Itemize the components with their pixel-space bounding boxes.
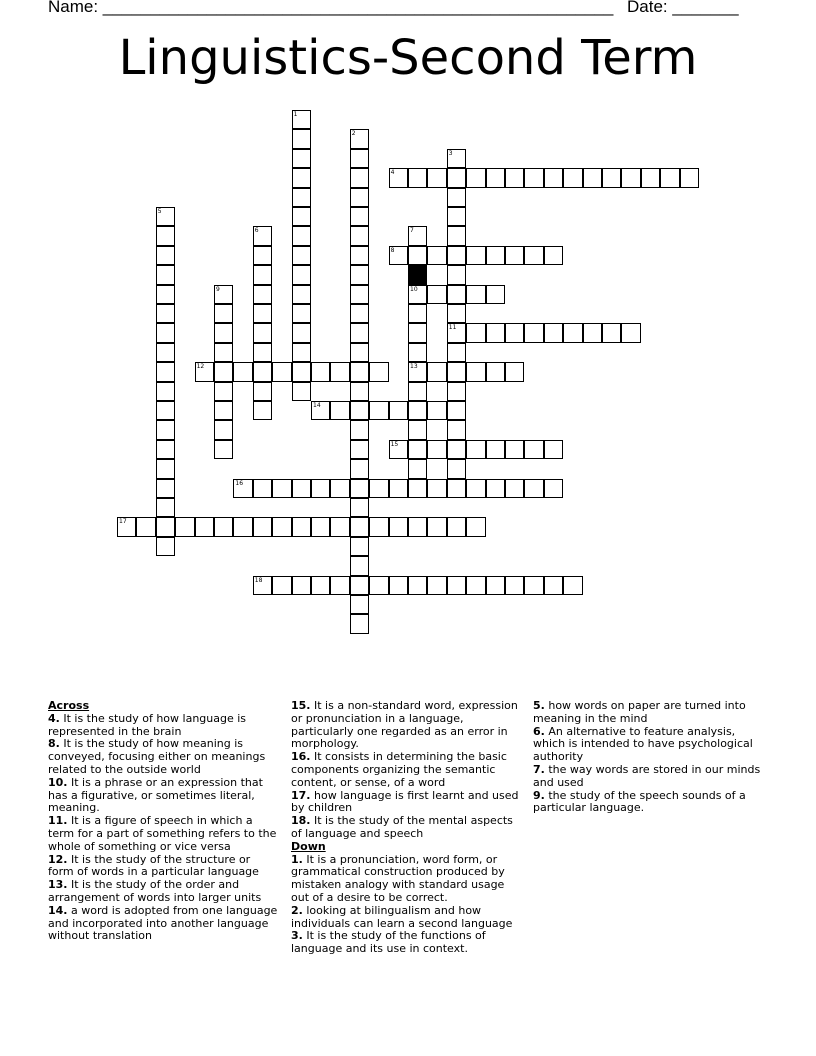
grid-cell[interactable] [447, 479, 466, 498]
grid-cell[interactable] [350, 498, 369, 517]
grid-cell[interactable] [524, 168, 543, 187]
clue-number: 14 [313, 402, 321, 409]
grid-cell[interactable] [292, 168, 311, 187]
grid-cell[interactable] [350, 285, 369, 304]
grid-cell[interactable] [408, 285, 427, 304]
grid-cell[interactable] [389, 401, 408, 420]
grid-cell[interactable] [408, 168, 427, 187]
grid-cell[interactable] [350, 343, 369, 362]
grid-cell[interactable] [427, 517, 446, 536]
grid-cell[interactable] [311, 576, 330, 595]
grid-cell[interactable] [292, 343, 311, 362]
clue-item: 1. It is a pronunciation, word form, or grammatical construction produced by mistaken analogy with standard usage out of a desire to be correct. [291, 852, 505, 904]
clue-item: 8. It is the study of how meaning is conveyed, focusing either on meanings related to the outside world [48, 737, 266, 776]
grid-cell[interactable] [350, 517, 369, 536]
grid-cell[interactable] [427, 168, 446, 187]
grid-cell[interactable] [253, 304, 272, 323]
grid-cell[interactable] [602, 323, 621, 342]
clue-item: 11. It is a figure of speech in which a term for a part of something refers to the whole of something or vice versa [48, 814, 277, 853]
grid-cell[interactable] [486, 576, 505, 595]
grid-cell[interactable] [544, 168, 563, 187]
grid-cell[interactable] [156, 382, 175, 401]
clue-number: 18 [254, 576, 263, 584]
grid-cell[interactable] [253, 401, 272, 420]
grid-cell[interactable] [466, 246, 485, 265]
grid-cell[interactable] [156, 265, 175, 284]
grid-cell[interactable] [524, 576, 543, 595]
grid-cell[interactable] [486, 168, 505, 187]
clue-item: 12. It is the study of the structure or form of words in a particular language [48, 852, 259, 879]
grid-cell[interactable] [253, 576, 272, 595]
grid-cell[interactable] [156, 517, 175, 536]
grid-cell[interactable] [156, 420, 175, 439]
clue-item: 4. It is the study of how language is represented in the brain [48, 711, 247, 738]
grid-cell[interactable] [195, 517, 214, 536]
grid-cell[interactable] [369, 479, 388, 498]
grid-cell[interactable] [602, 168, 621, 187]
clue-item: 17. how language is first learnt and used by children [291, 788, 519, 815]
grid-cell[interactable] [447, 323, 466, 342]
grid-cell[interactable] [621, 168, 640, 187]
grid-cell[interactable] [156, 226, 175, 245]
clue-item: 16. It consists in determining the basic components organizing the semantic content, or sense, of a word [291, 750, 507, 789]
grid-cell[interactable] [408, 382, 427, 401]
grid-cell[interactable] [292, 149, 311, 168]
clue-number: 12 [196, 363, 205, 371]
grid-cell[interactable] [466, 517, 485, 536]
grid-cell[interactable] [524, 246, 543, 265]
grid-cell[interactable] [486, 440, 505, 459]
grid-cell[interactable] [272, 479, 291, 498]
grid-cell[interactable] [408, 479, 427, 498]
grid-cell[interactable] [272, 576, 291, 595]
grid-cell[interactable] [427, 401, 446, 420]
grid-cell[interactable] [292, 576, 311, 595]
grid-cell[interactable] [389, 479, 408, 498]
grid-cell[interactable] [466, 362, 485, 381]
grid-cell[interactable] [563, 576, 582, 595]
grid-cell[interactable] [466, 440, 485, 459]
name-field: Name: ______________________________________________________ [48, 0, 614, 16]
grid-cell[interactable] [330, 362, 349, 381]
grid-cell[interactable] [350, 362, 369, 381]
clue-item: 18. It is the study of the mental aspects of language and speech [291, 814, 513, 840]
grid-cell[interactable] [156, 304, 175, 323]
clue-number: 4 [390, 169, 395, 177]
grid-cell[interactable] [272, 517, 291, 536]
grid-cell[interactable] [544, 440, 563, 459]
grid-cell[interactable] [350, 537, 369, 556]
grid-cell[interactable] [311, 517, 330, 536]
grid-cell[interactable] [486, 285, 505, 304]
grid-cell[interactable] [466, 576, 485, 595]
clue-number: 10 [410, 285, 418, 293]
clue-number: 1 [293, 111, 298, 118]
grid-cell[interactable] [253, 479, 272, 498]
grid-cell[interactable] [621, 323, 640, 342]
grid-cell[interactable] [427, 479, 446, 498]
grid-cell[interactable] [156, 323, 175, 342]
grid-cell[interactable] [505, 168, 524, 187]
grid-cell[interactable] [350, 420, 369, 439]
grid-cell[interactable] [214, 285, 233, 304]
grid-cell[interactable] [505, 440, 524, 459]
grid-cell[interactable] [447, 459, 466, 478]
grid-cell[interactable] [408, 304, 427, 323]
grid-cell[interactable] [466, 168, 485, 187]
grid-cell[interactable] [350, 246, 369, 265]
grid-cell[interactable] [447, 517, 466, 536]
grid-cell[interactable] [427, 362, 446, 381]
grid-cell[interactable] [330, 576, 349, 595]
grid-cell[interactable] [350, 265, 369, 284]
grid-cell[interactable] [447, 576, 466, 595]
grid-cell[interactable] [233, 362, 252, 381]
grid-cell[interactable] [350, 149, 369, 168]
grid-cell[interactable] [214, 382, 233, 401]
grid-cell[interactable] [253, 246, 272, 265]
grid-cell[interactable] [447, 343, 466, 362]
grid-cell[interactable] [253, 285, 272, 304]
clue-number: 13 [410, 363, 418, 371]
grid-cell[interactable] [350, 188, 369, 207]
clue-item: 3. It is the study of the functions of language and its use in context. [291, 929, 486, 956]
grid-cell[interactable] [350, 440, 369, 459]
grid-cell[interactable] [408, 362, 427, 381]
clue-number: 16 [235, 479, 244, 487]
grid-cell[interactable] [233, 479, 252, 498]
grid-cell[interactable] [466, 323, 485, 342]
grid-cell[interactable] [156, 207, 175, 226]
grid-cell[interactable] [330, 517, 349, 536]
grid-cell[interactable] [311, 401, 330, 420]
grid-cell[interactable] [427, 285, 446, 304]
grid-cell[interactable] [156, 440, 175, 459]
grid-cell[interactable] [214, 362, 233, 381]
grid-cell[interactable] [583, 168, 602, 187]
grid-cell[interactable] [447, 362, 466, 381]
grid-cell[interactable] [505, 576, 524, 595]
grid-cell[interactable] [350, 401, 369, 420]
grid-cell[interactable] [136, 517, 155, 536]
down-heading: Down [291, 839, 326, 853]
grid-cell[interactable] [292, 129, 311, 148]
grid-cell[interactable] [389, 440, 408, 459]
grid-cell[interactable] [447, 246, 466, 265]
grid-cell[interactable] [389, 576, 408, 595]
grid-cell[interactable] [486, 362, 505, 381]
grid-cell[interactable] [427, 246, 446, 265]
grid-cell[interactable] [447, 304, 466, 323]
grid-cell[interactable] [156, 362, 175, 381]
grid-cell[interactable] [253, 517, 272, 536]
grid-cell[interactable] [524, 479, 543, 498]
grid-cell[interactable] [350, 576, 369, 595]
grid-cell[interactable] [156, 343, 175, 362]
grid-cell[interactable] [563, 168, 582, 187]
clue-item: 10. It is a phrase or an expression that has a figurative, or sometimes literal, meaning. [48, 775, 263, 815]
grid-cell[interactable] [292, 323, 311, 342]
grid-cell[interactable] [408, 323, 427, 342]
grid-cell[interactable] [292, 188, 311, 207]
clue-number: 6 [254, 227, 259, 235]
clue-item: 6. An alternative to feature analysis, which is intended to have psychological authority [533, 724, 753, 764]
grid-cell[interactable] [408, 576, 427, 595]
grid-cell[interactable] [214, 323, 233, 342]
clue-number: 15 [390, 440, 399, 448]
grid-cell[interactable] [447, 382, 466, 401]
grid-cell[interactable] [272, 362, 291, 381]
grid-cell[interactable] [389, 517, 408, 536]
clue-item: 2. looking at bilingualism and how individuals can learn a second language [291, 903, 513, 930]
grid-cell[interactable] [330, 479, 349, 498]
grid-cell[interactable] [544, 323, 563, 342]
grid-cell[interactable] [214, 517, 233, 536]
grid-cell[interactable] [408, 440, 427, 459]
clue-item: 15. It is a non-standard word, expression or pronunciation in a language, particularly one regarded as an error in morphology. [291, 699, 518, 751]
clue-item: 7. the way words are stored in our minds and used [533, 762, 761, 789]
grid-cell[interactable] [214, 343, 233, 362]
grid-cell[interactable] [369, 401, 388, 420]
grid-cell[interactable] [583, 323, 602, 342]
grid-cell[interactable] [311, 362, 330, 381]
grid-cell[interactable] [311, 479, 330, 498]
across-heading: Across [48, 699, 90, 712]
grid-cell[interactable] [447, 188, 466, 207]
clue-number: 3 [448, 149, 453, 157]
grid-cell[interactable] [408, 401, 427, 420]
clue-item: 9. the study of the speech sounds of a particular language. [533, 788, 746, 815]
grid-cell[interactable] [292, 382, 311, 401]
grid-cell[interactable] [563, 323, 582, 342]
date-field: Date: _______ [627, 0, 739, 16]
grid-cell[interactable] [292, 479, 311, 498]
grid-block [408, 265, 427, 284]
grid-cell[interactable] [544, 479, 563, 498]
grid-cell[interactable] [350, 323, 369, 342]
clues-column-3 [533, 700, 769, 815]
grid-cell[interactable] [369, 362, 388, 381]
grid-cell[interactable] [389, 246, 408, 265]
grid-cell[interactable] [544, 246, 563, 265]
grid-cell[interactable] [214, 401, 233, 420]
grid-cell[interactable] [253, 226, 272, 245]
page-title: Linguistics-Second Term [118, 30, 698, 86]
clue-number: 7 [410, 227, 414, 235]
grid-cell[interactable] [195, 362, 214, 381]
grid-cell[interactable] [292, 226, 311, 245]
grid-cell[interactable] [350, 304, 369, 323]
grid-cell[interactable] [350, 479, 369, 498]
grid-cell[interactable] [292, 246, 311, 265]
clues-column-1 [48, 700, 278, 943]
grid-cell[interactable] [389, 168, 408, 187]
grid-cell[interactable] [505, 246, 524, 265]
grid-cell[interactable] [350, 459, 369, 478]
clue-number: 5 [157, 208, 162, 215]
grid-cell[interactable] [253, 382, 272, 401]
grid-cell[interactable] [350, 595, 369, 614]
grid-cell[interactable] [156, 285, 175, 304]
grid-cell[interactable] [408, 420, 427, 439]
grid-cell[interactable] [486, 323, 505, 342]
grid-cell[interactable] [447, 420, 466, 439]
grid-cell[interactable] [408, 459, 427, 478]
grid-cell[interactable] [253, 343, 272, 362]
grid-cell[interactable] [292, 207, 311, 226]
grid-cell[interactable] [486, 479, 505, 498]
grid-cell[interactable] [156, 479, 175, 498]
grid-cell[interactable] [350, 382, 369, 401]
grid-cell[interactable] [292, 517, 311, 536]
grid-cell[interactable] [214, 304, 233, 323]
clues-column-2 [291, 700, 523, 956]
grid-cell[interactable] [505, 323, 524, 342]
grid-cell[interactable] [660, 168, 679, 187]
grid-cell[interactable] [466, 285, 485, 304]
grid-cell[interactable] [447, 440, 466, 459]
grid-cell[interactable] [156, 401, 175, 420]
grid-cell[interactable] [544, 576, 563, 595]
grid-cell[interactable] [641, 168, 660, 187]
grid-cell[interactable] [214, 420, 233, 439]
grid-cell[interactable] [447, 265, 466, 284]
grid-cell[interactable] [369, 517, 388, 536]
grid-cell[interactable] [408, 226, 427, 245]
grid-cell[interactable] [292, 285, 311, 304]
grid-cell[interactable] [447, 168, 466, 187]
clue-number: 8 [390, 246, 395, 254]
grid-cell[interactable] [408, 517, 427, 536]
grid-cell[interactable] [292, 265, 311, 284]
grid-cell[interactable] [350, 168, 369, 187]
grid-cell[interactable] [156, 537, 175, 556]
grid-cell[interactable] [408, 343, 427, 362]
grid-cell[interactable] [447, 401, 466, 420]
grid-cell[interactable] [253, 265, 272, 284]
grid-cell[interactable] [350, 556, 369, 575]
clue-item: 5. how words on paper are turned into meaning in the mind [533, 699, 746, 725]
clue-item: 13. It is the study of the order and arrangement of words into larger units [48, 878, 262, 904]
clue-number: 2 [351, 130, 356, 138]
grid-cell[interactable] [524, 323, 543, 342]
grid-cell[interactable] [466, 479, 485, 498]
grid-cell[interactable] [447, 149, 466, 168]
grid-cell[interactable] [175, 517, 194, 536]
clue-item: 14. a word is adopted from one language and incorporated into another language without translation [48, 903, 278, 943]
grid-cell[interactable] [330, 401, 349, 420]
grid-cell[interactable] [447, 207, 466, 226]
grid-cell[interactable] [156, 498, 175, 517]
grid-cell[interactable] [369, 576, 388, 595]
grid-cell[interactable] [156, 459, 175, 478]
clue-number: 17 [119, 518, 127, 526]
grid-cell[interactable] [156, 246, 175, 265]
grid-cell[interactable] [292, 304, 311, 323]
grid-cell[interactable] [408, 246, 427, 265]
grid-cell[interactable] [505, 479, 524, 498]
grid-cell[interactable] [253, 323, 272, 342]
clue-number: 9 [216, 285, 220, 293]
grid-cell[interactable] [505, 362, 524, 381]
clue-number: 11 [448, 324, 457, 332]
grid-cell[interactable] [253, 362, 272, 381]
grid-cell[interactable] [117, 517, 136, 536]
grid-cell[interactable] [214, 440, 233, 459]
grid-cell[interactable] [350, 129, 369, 148]
grid-cell[interactable] [447, 285, 466, 304]
grid-cell[interactable] [350, 226, 369, 245]
grid-cell[interactable] [680, 168, 699, 187]
grid-cell[interactable] [350, 614, 369, 633]
grid-cell[interactable] [427, 576, 446, 595]
grid-cell[interactable] [524, 440, 543, 459]
grid-cell[interactable] [427, 440, 446, 459]
grid-cell[interactable] [292, 362, 311, 381]
grid-cell[interactable] [350, 207, 369, 226]
grid-cell[interactable] [233, 517, 252, 536]
grid-cell[interactable] [486, 246, 505, 265]
grid-cell[interactable] [292, 110, 311, 129]
grid-cell[interactable] [447, 226, 466, 245]
